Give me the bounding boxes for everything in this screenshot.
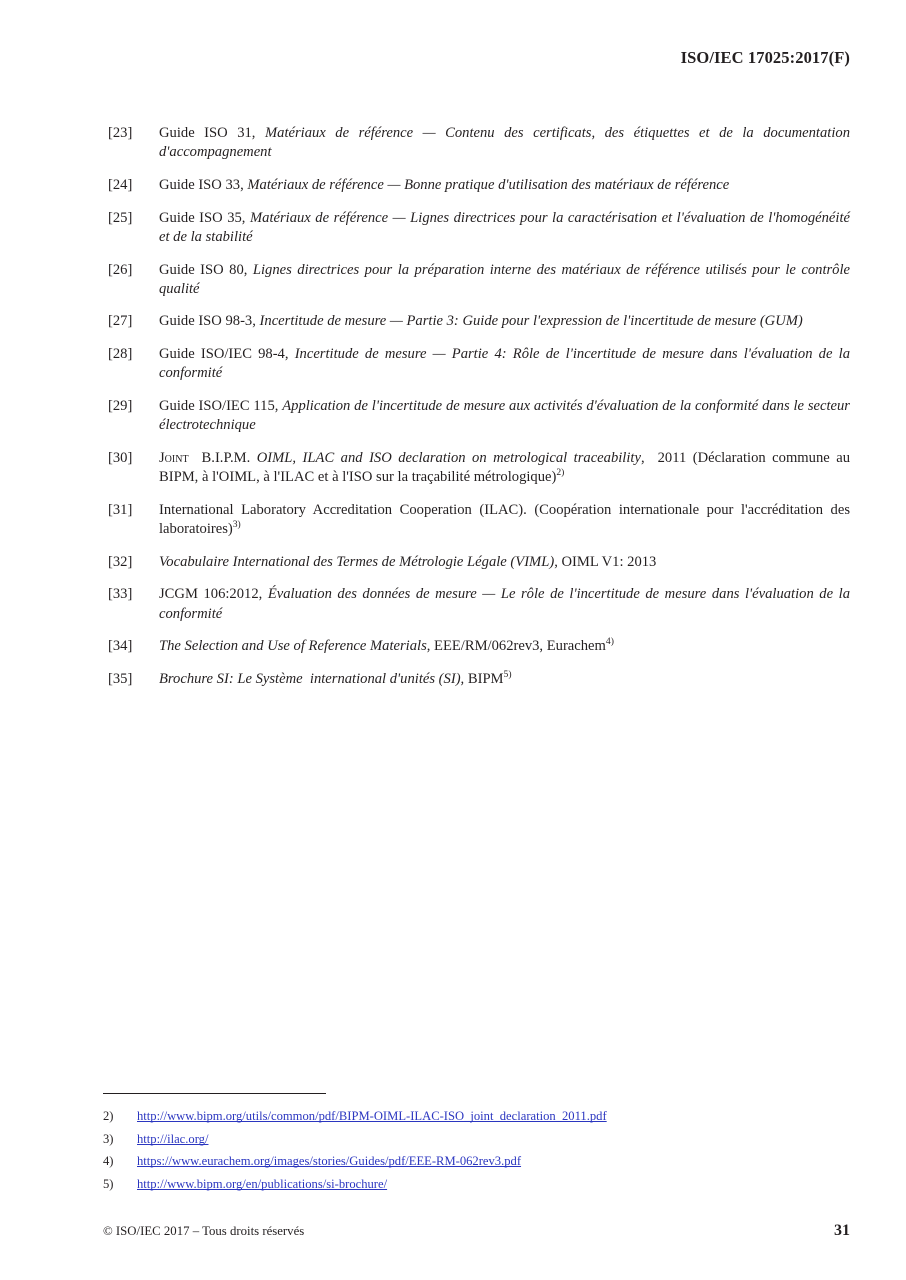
- reference-text: [159, 261, 854, 299]
- reference-text-run: Incertitude de mesure — Partie 3: Guide pour l'expression de l'incertitude de mesure (GUM): [259, 313, 803, 330]
- reference-text: [159, 176, 850, 195]
- footnote-number: 5): [103, 1176, 114, 1191]
- reference-number: [23]: [108, 125, 133, 141]
- footnote-list: [103, 1108, 850, 1198]
- reference-text-run: Matériaux de référence — Bonne pratique d'utilisation des matériaux de référence: [247, 176, 730, 193]
- footer-copyright: © ISO/IEC 2017 – Tous droits réservés: [103, 1224, 305, 1238]
- reference-text: [159, 501, 854, 539]
- reference-entry: [108, 176, 850, 195]
- footnote-number: 2): [103, 1109, 114, 1123]
- reference-number: [35]: [108, 671, 133, 688]
- reference-text-run: , OIML V1: 2013: [554, 553, 657, 570]
- footnote-marker: 5): [503, 669, 512, 681]
- reference-entry: [108, 312, 850, 331]
- reference-text-run: Brochure SI: Le Système international d'unités (SI),: [159, 671, 465, 688]
- reference-number: [27]: [108, 313, 133, 330]
- reference-text-run: BIPM: [464, 671, 504, 688]
- reference-text-run: Matériaux de référence — Lignes directrices pour la caractérisation et l'évaluation de l'homogénéité et de la stabilité: [159, 209, 854, 245]
- reference-number: [30]: [108, 449, 133, 466]
- reference-text: [159, 209, 854, 247]
- reference-number: [29]: [108, 398, 133, 415]
- reference-text-run: The Selection and Use of Reference Materials: [159, 638, 427, 655]
- reference-text-run: Guide ISO 35,: [159, 209, 250, 226]
- page-footer: [103, 1222, 850, 1240]
- footnote-marker: 3): [232, 519, 241, 531]
- reference-text: [159, 312, 850, 331]
- footnote-number: 4): [103, 1154, 114, 1168]
- reference-entry: [108, 397, 854, 435]
- reference-number: [28]: [108, 346, 133, 363]
- footnote-marker: 4): [605, 636, 614, 648]
- footnote-url-link[interactable]: http://ilac.org/: [137, 1131, 209, 1146]
- reference-text-run: Vocabulaire International des Termes de Métrologie Légale (VIML): [159, 553, 555, 570]
- reference-text-run: Matériaux de référence — Contenu des certificats, des étiquettes et de la documentation d'accompagnement: [159, 125, 854, 161]
- reference-text: [159, 670, 850, 689]
- footnote-item: [103, 1131, 850, 1148]
- reference-text-run: , 2011 (Déclaration commune au BIPM, à l'OIML, à l'ILAC et à l'ISO sur la traçabilité métrologique): [159, 449, 854, 486]
- reference-number: [32]: [108, 553, 133, 570]
- reference-text-run: Guide ISO 98-3,: [159, 313, 260, 330]
- running-header-standard-ref: ISO/IEC 17025:2017(F): [680, 48, 850, 67]
- reference-text-run: Guide ISO/IEC 115,: [159, 398, 283, 415]
- reference-text-run: Application de l'incertitude de mesure aux activités d'évaluation de la conformité dans le secteur électrotechnique: [159, 398, 854, 434]
- reference-entry: [108, 553, 850, 572]
- reference-text: [159, 124, 854, 162]
- reference-text-run: Lignes directrices pour la préparation interne des matériaux de référence utilisés pour le contrôle qualité: [159, 261, 854, 297]
- reference-text-run: Incertitude de mesure — Partie 4: Rôle de l'incertitude de mesure dans l'évaluation de la conformité: [159, 346, 854, 382]
- footnote-marker: 2): [556, 467, 565, 479]
- footer-page-number: 31: [834, 1222, 850, 1239]
- reference-entry: [108, 345, 854, 383]
- reference-text-run: Guide ISO 80,: [159, 261, 253, 278]
- reference-text: [159, 345, 854, 383]
- reference-number: [34]: [108, 638, 133, 655]
- reference-text: [159, 449, 854, 487]
- reference-number: [33]: [108, 586, 133, 603]
- reference-text: [159, 585, 854, 623]
- reference-number: [25]: [108, 209, 133, 226]
- reference-entry: [108, 501, 854, 539]
- reference-number: [24]: [108, 176, 133, 193]
- reference-entry: [108, 124, 854, 162]
- footnote-item: [103, 1176, 850, 1193]
- bibliography-list: [108, 124, 854, 703]
- footnote-item: [103, 1108, 850, 1125]
- footnote-url-link[interactable]: http://www.bipm.org/utils/common/pdf/BIPM-OIML-ILAC-ISO_joint_declaration_2011.pdf: [137, 1109, 607, 1123]
- reference-number: [31]: [108, 501, 133, 518]
- reference-text-run: Évaluation des données de mesure — Le rôle de l'incertitude de mesure dans l'évaluation de la conformité: [159, 586, 854, 622]
- reference-text-run: Guide ISO 33,: [159, 176, 248, 193]
- footnote-item: [103, 1153, 850, 1170]
- reference-entry: [108, 670, 850, 689]
- reference-entry: [108, 209, 854, 247]
- footnote-separator-rule: [103, 1093, 326, 1094]
- reference-entry: [108, 585, 854, 623]
- reference-text-run: Guide ISO 31,: [159, 125, 265, 141]
- reference-entry: [108, 449, 854, 487]
- footnote-url-link[interactable]: http://www.bipm.org/en/publications/si-brochure/: [137, 1176, 388, 1191]
- reference-number: [26]: [108, 261, 133, 278]
- footnote-number: 3): [103, 1131, 114, 1146]
- reference-text: [159, 637, 850, 656]
- reference-text-run: International Laboratory Accreditation Cooperation (ILAC). (Coopération internationale pour l'accréditation des laboratoires): [159, 501, 854, 538]
- footnote-url-link[interactable]: https://www.eurachem.org/images/stories/Guides/pdf/EEE-RM-062rev3.pdf: [137, 1154, 522, 1168]
- reference-text-run: Guide ISO/IEC 98-4,: [159, 346, 295, 363]
- reference-text-run: , EEE/RM/062rev3, Eurachem: [426, 638, 606, 655]
- reference-entry: [108, 637, 850, 656]
- reference-text-run: OIML, ILAC and ISO declaration on metrological traceability: [256, 449, 641, 466]
- reference-entry: [108, 261, 854, 299]
- reference-text: [159, 553, 850, 572]
- reference-text-run: Joint: [159, 449, 189, 466]
- reference-text-run: B.I.P.M.: [188, 449, 257, 466]
- reference-text-run: JCGM 106:2012,: [159, 586, 268, 603]
- reference-text: [159, 397, 854, 435]
